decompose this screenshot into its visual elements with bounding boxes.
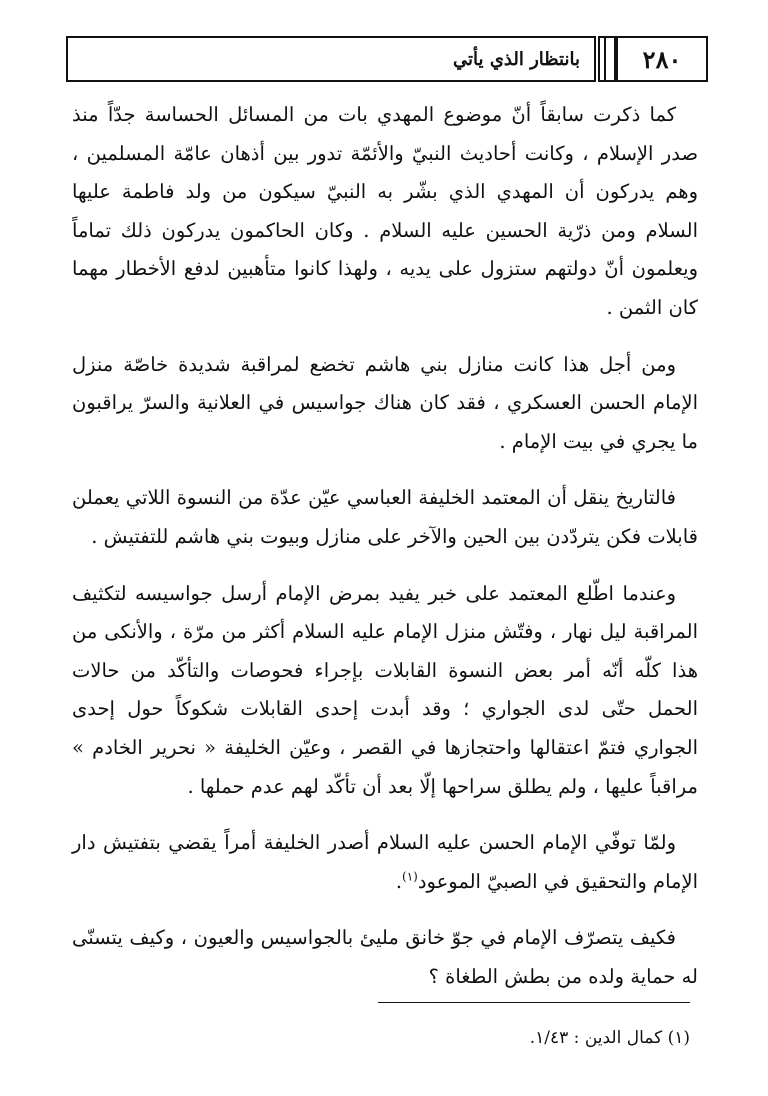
paragraph-6: فكيف يتصرّف الإمام في جوّ خانق مليئ بالجواسيس والعيون ، وكيف يتسنّى له حماية ولده من بطش الطغاة ؟ <box>72 926 698 988</box>
page-header <box>66 36 708 82</box>
footnote: (١) كمال الدين : ١/٤٣. <box>529 1028 690 1048</box>
body-text <box>72 96 698 1014</box>
paragraph-1: كما ذكرت سابقاً أنّ موضوع المهدي بات من المسائل الحساسة جدّاً منذ صدر الإسلام ، وكانت أحاديث النبيّ والأئمّة تدور بين أذهان عامّة المسلمين ، وهم يدركون أن المهدي الذي بشّر به النبيّ سيكون من ولد فاطمة عليها السلام ومن ذرّية الحسين عليه السلام . وكان الحاكمون يدركون ذلك تماماً ويعلمون أنّ دولتهم ستزول على يديه ، ولهذا كانوا متأهبين لدفع الأخطار مهما كان الثمن . <box>72 103 698 319</box>
paragraph-2: ومن أجل هذا كانت منازل بني هاشم تخضع لمراقبة شديدة خاصّة منزل الإمام الحسن العسكري ، فقد كان هناك جواسيس في العلانية والسرّ يراقبون ما يجري في بيت الإمام . <box>72 352 698 453</box>
page-number: ٢٨٠ <box>616 36 708 82</box>
paragraph-5-period: . <box>395 869 403 893</box>
running-title: بانتظار الذي يأتي <box>66 36 596 82</box>
paragraph-5-text: ولمّا توفّي الإمام الحسن عليه السلام أصدر الخليفة أمراً يقضي بتفتيش دار الإمام والتحقيق في الصبيّ الموعود <box>72 831 698 893</box>
paragraph-5 <box>72 824 698 901</box>
footnote-divider <box>378 1002 690 1003</box>
footnote-reference[interactable]: (١) <box>402 869 418 884</box>
header-divider <box>598 36 616 82</box>
paragraph-4: وعندما اطّلع المعتمد على خبر يفيد بمرض الإمام أرسل جواسيسه لتكثيف المراقبة ليل نهار ، وفتّش منزل الإمام عليه السلام أكثر من مرّة ، والأنكى من هذا كلّه أنّه أمر بعض النسوة القابلات بإجراء فحوصات والتأكّد من حالات الحمل حتّى لدى الجواري ؛ وقد أبدت إحدى القابلات شكوكاً حول إحدى الجواري فتمّ اعتقالها واحتجازها في القصر ، وعيّن الخليفة « نحرير الخادم » مراقباً عليها ، ولم يطلق سراحها إلّا بعد أن تأكّد لهم عدم حملها . <box>72 581 698 798</box>
paragraph-3: فالتاريخ ينقل أن المعتمد الخليفة العباسي عيّن عدّة من النسوة اللاتي يعملن قابلات فكن يتردّدن بين الحين والآخر على منازل وبيوت بني هاشم للتفتيش . <box>72 486 698 548</box>
